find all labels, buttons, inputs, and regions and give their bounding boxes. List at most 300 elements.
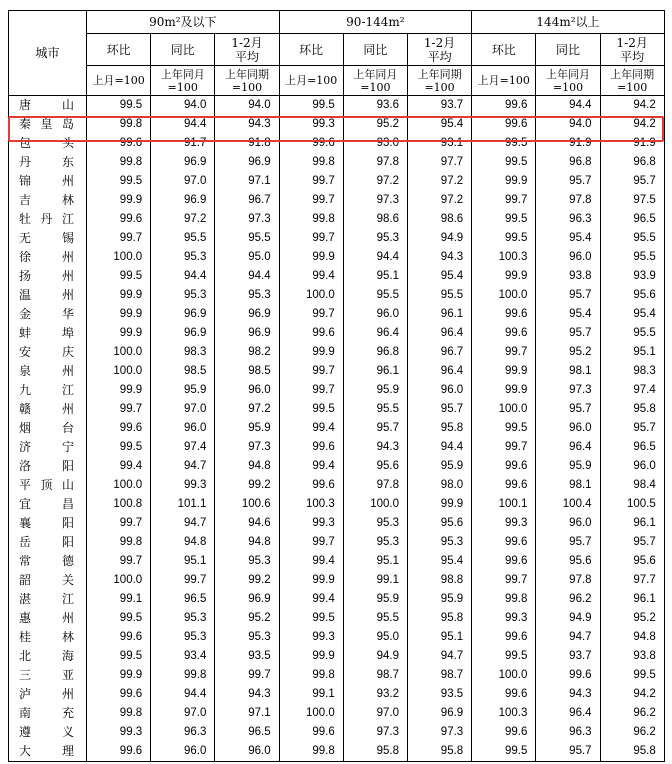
table-row — [9, 552, 665, 571]
city-cell — [9, 514, 87, 533]
city-name: 南 充 — [19, 706, 74, 720]
city-cell — [9, 666, 87, 685]
value-cell: 100.0 — [279, 704, 343, 723]
city-name: 秦 皇 岛 — [19, 117, 74, 131]
value-cell: 94.4 — [343, 248, 407, 267]
city-name: 包 头 — [19, 136, 74, 150]
value-cell: 99.5 — [279, 609, 343, 628]
city-name: 三 亚 — [19, 668, 74, 682]
value-cell: 95.8 — [343, 742, 407, 762]
value-cell: 95.7 — [536, 742, 600, 762]
value-cell: 95.0 — [343, 628, 407, 647]
city-name: 桂 林 — [19, 630, 74, 644]
value-cell: 97.4 — [600, 381, 664, 400]
city-name: 宜 昌 — [19, 497, 74, 511]
value-cell: 95.7 — [536, 286, 600, 305]
value-cell: 99.8 — [87, 704, 151, 723]
value-cell: 96.5 — [600, 210, 664, 229]
value-cell: 95.3 — [151, 286, 215, 305]
city-name: 泸 州 — [19, 687, 74, 701]
value-cell: 99.1 — [87, 590, 151, 609]
value-cell: 95.3 — [215, 628, 279, 647]
value-cell: 95.8 — [407, 609, 471, 628]
city-cell — [9, 134, 87, 153]
value-cell: 95.4 — [600, 305, 664, 324]
value-cell: 97.5 — [600, 191, 664, 210]
base-header: 上年同月 =100 — [151, 66, 215, 96]
value-cell: 94.4 — [407, 438, 471, 457]
value-cell: 95.6 — [536, 552, 600, 571]
table-row — [9, 590, 665, 609]
value-cell: 99.7 — [472, 343, 536, 362]
value-cell: 99.3 — [279, 115, 343, 134]
value-cell: 96.9 — [215, 590, 279, 609]
value-cell: 99.7 — [279, 229, 343, 248]
value-cell: 99.4 — [279, 419, 343, 438]
value-cell: 94.4 — [151, 115, 215, 134]
value-cell: 94.4 — [151, 267, 215, 286]
value-cell: 99.7 — [279, 305, 343, 324]
value-cell: 91.8 — [215, 134, 279, 153]
value-cell: 96.9 — [215, 324, 279, 343]
city-cell — [9, 723, 87, 742]
value-cell: 93.7 — [536, 647, 600, 666]
value-cell: 99.9 — [279, 343, 343, 362]
value-cell: 95.8 — [407, 419, 471, 438]
value-cell: 99.4 — [87, 457, 151, 476]
city-name: 赣 州 — [19, 402, 74, 416]
value-cell: 93.8 — [600, 647, 664, 666]
value-cell: 95.5 — [343, 286, 407, 305]
value-cell: 101.1 — [151, 495, 215, 514]
value-cell: 99.9 — [472, 362, 536, 381]
value-cell: 96.4 — [536, 438, 600, 457]
value-cell: 91.7 — [151, 134, 215, 153]
value-cell: 97.7 — [407, 153, 471, 172]
city-name: 金 华 — [19, 307, 74, 321]
value-cell: 94.7 — [407, 647, 471, 666]
value-cell: 95.3 — [151, 609, 215, 628]
value-cell: 99.9 — [279, 571, 343, 590]
value-cell: 99.3 — [472, 514, 536, 533]
table-row — [9, 305, 665, 324]
value-cell: 99.3 — [87, 723, 151, 742]
value-cell: 94.0 — [151, 96, 215, 116]
city-cell — [9, 533, 87, 552]
value-cell: 99.6 — [472, 552, 536, 571]
city-cell — [9, 96, 87, 116]
city-name: 吉 林 — [19, 193, 74, 207]
value-cell: 100.0 — [279, 286, 343, 305]
value-cell: 99.9 — [472, 172, 536, 191]
value-cell: 95.9 — [536, 457, 600, 476]
value-cell: 98.5 — [151, 362, 215, 381]
value-cell: 99.8 — [279, 153, 343, 172]
value-cell: 97.0 — [151, 704, 215, 723]
city-name: 徐 州 — [19, 250, 74, 264]
city-cell — [9, 590, 87, 609]
value-cell: 99.6 — [87, 685, 151, 704]
table-row — [9, 609, 665, 628]
value-cell: 98.4 — [600, 476, 664, 495]
city-cell — [9, 400, 87, 419]
value-cell: 99.6 — [472, 628, 536, 647]
value-cell: 96.1 — [600, 590, 664, 609]
value-cell: 94.3 — [215, 685, 279, 704]
table-row — [9, 400, 665, 419]
base-header: 上年同期 =100 — [407, 66, 471, 96]
value-cell: 95.7 — [536, 533, 600, 552]
base-header: 上年同月 =100 — [536, 66, 600, 96]
value-cell: 95.4 — [407, 115, 471, 134]
value-cell: 94.4 — [536, 96, 600, 116]
city-name: 无 锡 — [19, 231, 74, 245]
table-row — [9, 704, 665, 723]
value-cell: 99.5 — [87, 172, 151, 191]
city-cell — [9, 229, 87, 248]
value-cell: 95.6 — [407, 514, 471, 533]
table-row — [9, 571, 665, 590]
value-cell: 94.0 — [536, 115, 600, 134]
city-name: 锦 州 — [19, 174, 74, 188]
value-cell: 96.2 — [536, 590, 600, 609]
value-cell: 97.2 — [407, 191, 471, 210]
value-cell: 96.8 — [343, 343, 407, 362]
value-cell: 94.3 — [343, 438, 407, 457]
base-header-row — [9, 66, 665, 96]
value-cell: 95.2 — [536, 343, 600, 362]
value-cell: 93.7 — [407, 96, 471, 116]
table-body — [9, 96, 665, 762]
value-cell: 96.0 — [536, 248, 600, 267]
value-cell: 96.4 — [407, 324, 471, 343]
value-cell: 97.0 — [151, 172, 215, 191]
value-cell: 100.0 — [343, 495, 407, 514]
value-cell: 97.2 — [343, 172, 407, 191]
value-cell: 99.8 — [87, 533, 151, 552]
base-header: 上年同期 =100 — [215, 66, 279, 96]
value-cell: 95.9 — [343, 590, 407, 609]
city-name: 九 江 — [19, 383, 74, 397]
value-cell: 99.9 — [87, 305, 151, 324]
value-cell: 97.3 — [215, 210, 279, 229]
value-cell: 99.7 — [279, 381, 343, 400]
value-cell: 97.8 — [343, 153, 407, 172]
value-cell: 96.9 — [151, 324, 215, 343]
value-cell: 98.3 — [600, 362, 664, 381]
value-cell: 95.6 — [600, 552, 664, 571]
value-cell: 99.9 — [472, 267, 536, 286]
value-cell: 95.4 — [407, 552, 471, 571]
value-cell: 95.8 — [407, 742, 471, 762]
value-cell: 96.8 — [600, 153, 664, 172]
value-cell: 93.6 — [343, 96, 407, 116]
value-cell: 95.5 — [215, 229, 279, 248]
value-cell: 94.7 — [536, 628, 600, 647]
value-cell: 99.5 — [87, 96, 151, 116]
value-cell: 99.9 — [87, 286, 151, 305]
city-cell — [9, 742, 87, 762]
city-name: 惠 州 — [19, 611, 74, 625]
value-cell: 99.6 — [279, 438, 343, 457]
table-row — [9, 248, 665, 267]
city-cell — [9, 210, 87, 229]
value-cell: 95.2 — [343, 115, 407, 134]
value-cell: 100.6 — [215, 495, 279, 514]
value-cell: 95.2 — [215, 609, 279, 628]
value-cell: 94.7 — [151, 514, 215, 533]
group-header-large: 144m²以上 — [472, 11, 665, 34]
value-cell: 95.4 — [536, 229, 600, 248]
value-cell: 95.0 — [215, 248, 279, 267]
value-cell: 99.9 — [87, 324, 151, 343]
city-name: 岳 阳 — [19, 535, 74, 549]
value-cell: 94.9 — [536, 609, 600, 628]
value-cell: 100.4 — [536, 495, 600, 514]
value-cell: 99.5 — [87, 647, 151, 666]
value-cell: 96.7 — [407, 343, 471, 362]
city-name: 泉 州 — [19, 364, 74, 378]
value-cell: 97.3 — [343, 723, 407, 742]
value-cell: 99.6 — [472, 533, 536, 552]
value-cell: 95.9 — [215, 419, 279, 438]
value-cell: 100.0 — [87, 248, 151, 267]
value-cell: 95.1 — [343, 552, 407, 571]
value-cell: 99.9 — [472, 381, 536, 400]
value-cell: 96.9 — [215, 153, 279, 172]
city-cell — [9, 324, 87, 343]
value-cell: 96.0 — [536, 419, 600, 438]
value-cell: 94.6 — [215, 514, 279, 533]
value-cell: 94.2 — [600, 685, 664, 704]
city-name: 洛 阳 — [19, 459, 74, 473]
value-cell: 98.1 — [536, 476, 600, 495]
value-cell: 99.4 — [279, 590, 343, 609]
value-cell: 99.5 — [472, 229, 536, 248]
base-header: 上月=100 — [279, 66, 343, 96]
metric-header: 同比 — [536, 34, 600, 66]
city-name: 丹 东 — [19, 155, 74, 169]
value-cell: 99.8 — [87, 115, 151, 134]
value-cell: 95.9 — [151, 381, 215, 400]
value-cell: 99.6 — [87, 134, 151, 153]
value-cell: 99.7 — [279, 172, 343, 191]
value-cell: 96.0 — [536, 514, 600, 533]
table-row — [9, 742, 665, 762]
value-cell: 99.6 — [472, 96, 536, 116]
value-cell: 93.8 — [536, 267, 600, 286]
value-cell: 99.5 — [472, 419, 536, 438]
metric-header: 1-2月 平均 — [600, 34, 664, 66]
value-cell: 99.6 — [87, 628, 151, 647]
value-cell: 96.5 — [600, 438, 664, 457]
value-cell: 99.7 — [279, 191, 343, 210]
metric-header: 1-2月 平均 — [215, 34, 279, 66]
value-cell: 95.7 — [536, 324, 600, 343]
value-cell: 96.2 — [600, 704, 664, 723]
value-cell: 95.1 — [600, 343, 664, 362]
value-cell: 99.8 — [279, 742, 343, 762]
city-cell — [9, 115, 87, 134]
value-cell: 94.2 — [600, 115, 664, 134]
value-cell: 95.2 — [600, 609, 664, 628]
value-cell: 94.8 — [151, 533, 215, 552]
table-row — [9, 210, 665, 229]
table-row — [9, 476, 665, 495]
value-cell: 96.4 — [407, 362, 471, 381]
value-cell: 97.8 — [536, 191, 600, 210]
base-header: 上年同期 =100 — [600, 66, 664, 96]
value-cell: 96.9 — [407, 704, 471, 723]
value-cell: 97.2 — [407, 172, 471, 191]
table-row — [9, 628, 665, 647]
value-cell: 95.9 — [343, 381, 407, 400]
value-cell: 99.3 — [472, 609, 536, 628]
table-row — [9, 191, 665, 210]
value-cell: 99.6 — [472, 305, 536, 324]
metric-header: 环比 — [87, 34, 151, 66]
table-row — [9, 457, 665, 476]
value-cell: 95.7 — [600, 419, 664, 438]
value-cell: 98.2 — [215, 343, 279, 362]
value-cell: 95.8 — [600, 742, 664, 762]
city-cell — [9, 495, 87, 514]
table-row — [9, 343, 665, 362]
city-cell — [9, 609, 87, 628]
value-cell: 96.0 — [600, 457, 664, 476]
table-row — [9, 647, 665, 666]
city-cell — [9, 647, 87, 666]
value-cell: 99.1 — [343, 571, 407, 590]
value-cell: 94.3 — [407, 248, 471, 267]
value-cell: 99.3 — [279, 628, 343, 647]
table-header — [9, 11, 665, 96]
value-cell: 99.5 — [87, 267, 151, 286]
value-cell: 94.9 — [407, 229, 471, 248]
city-name: 济 宁 — [19, 440, 74, 454]
value-cell: 95.3 — [151, 248, 215, 267]
value-cell: 95.5 — [151, 229, 215, 248]
value-cell: 94.4 — [151, 685, 215, 704]
table-row — [9, 381, 665, 400]
value-cell: 96.3 — [536, 210, 600, 229]
group-header-small: 90m²及以下 — [87, 11, 280, 34]
city-cell — [9, 628, 87, 647]
value-cell: 95.7 — [343, 419, 407, 438]
value-cell: 97.3 — [536, 381, 600, 400]
value-cell: 95.3 — [215, 286, 279, 305]
table-row — [9, 267, 665, 286]
city-name: 蚌 埠 — [19, 326, 74, 340]
value-cell: 95.5 — [407, 286, 471, 305]
value-cell: 95.5 — [600, 324, 664, 343]
value-cell: 97.2 — [215, 400, 279, 419]
value-cell: 99.6 — [472, 685, 536, 704]
city-name: 北 海 — [19, 649, 74, 663]
city-cell — [9, 343, 87, 362]
base-header: 上月=100 — [472, 66, 536, 96]
city-name: 安 庆 — [19, 345, 74, 359]
value-cell: 95.3 — [343, 229, 407, 248]
value-cell: 100.3 — [472, 704, 536, 723]
value-cell: 99.7 — [87, 514, 151, 533]
value-cell: 94.8 — [215, 457, 279, 476]
value-cell: 100.0 — [87, 362, 151, 381]
value-cell: 99.7 — [472, 571, 536, 590]
value-cell: 95.3 — [215, 552, 279, 571]
value-cell: 99.9 — [87, 381, 151, 400]
value-cell: 98.7 — [407, 666, 471, 685]
value-cell: 96.0 — [407, 381, 471, 400]
value-cell: 99.5 — [472, 647, 536, 666]
value-cell: 99.6 — [536, 666, 600, 685]
value-cell: 98.1 — [536, 362, 600, 381]
value-cell: 95.1 — [151, 552, 215, 571]
value-cell: 99.4 — [279, 457, 343, 476]
value-cell: 99.6 — [279, 134, 343, 153]
value-cell: 95.7 — [600, 533, 664, 552]
value-cell: 95.5 — [600, 248, 664, 267]
value-cell: 94.2 — [600, 96, 664, 116]
value-cell: 93.0 — [343, 134, 407, 153]
city-cell — [9, 172, 87, 191]
city-name: 唐 山 — [19, 98, 74, 112]
city-name: 襄 阳 — [19, 516, 74, 530]
value-cell: 96.0 — [215, 742, 279, 762]
value-cell: 94.3 — [215, 115, 279, 134]
table-row — [9, 495, 665, 514]
value-cell: 96.4 — [343, 324, 407, 343]
price-index-table — [8, 10, 665, 762]
value-cell: 97.7 — [600, 571, 664, 590]
value-cell: 99.7 — [279, 533, 343, 552]
value-cell: 99.9 — [87, 191, 151, 210]
value-cell: 95.6 — [343, 457, 407, 476]
value-cell: 96.3 — [536, 723, 600, 742]
value-cell: 95.1 — [343, 267, 407, 286]
value-cell: 94.4 — [215, 267, 279, 286]
value-cell: 94.9 — [343, 647, 407, 666]
value-cell: 97.3 — [407, 723, 471, 742]
value-cell: 95.3 — [407, 533, 471, 552]
value-cell: 99.6 — [279, 324, 343, 343]
value-cell: 95.5 — [343, 609, 407, 628]
table-row — [9, 229, 665, 248]
value-cell: 91.9 — [536, 134, 600, 153]
metric-header: 1-2月 平均 — [407, 34, 471, 66]
value-cell: 95.7 — [536, 172, 600, 191]
group-header-medium: 90-144m² — [279, 11, 472, 34]
value-cell: 96.1 — [407, 305, 471, 324]
city-cell — [9, 248, 87, 267]
value-cell: 99.7 — [87, 400, 151, 419]
value-cell: 99.7 — [151, 571, 215, 590]
value-cell: 97.8 — [343, 476, 407, 495]
city-name: 扬 州 — [19, 269, 74, 283]
city-cell — [9, 362, 87, 381]
value-cell: 99.5 — [600, 666, 664, 685]
city-cell — [9, 438, 87, 457]
value-cell: 96.4 — [536, 704, 600, 723]
value-cell: 99.9 — [87, 666, 151, 685]
value-cell: 94.7 — [151, 457, 215, 476]
value-cell: 96.9 — [215, 305, 279, 324]
value-cell: 99.7 — [279, 362, 343, 381]
table-row — [9, 153, 665, 172]
value-cell: 95.7 — [600, 172, 664, 191]
city-name: 常 德 — [19, 554, 74, 568]
value-cell: 99.9 — [279, 647, 343, 666]
